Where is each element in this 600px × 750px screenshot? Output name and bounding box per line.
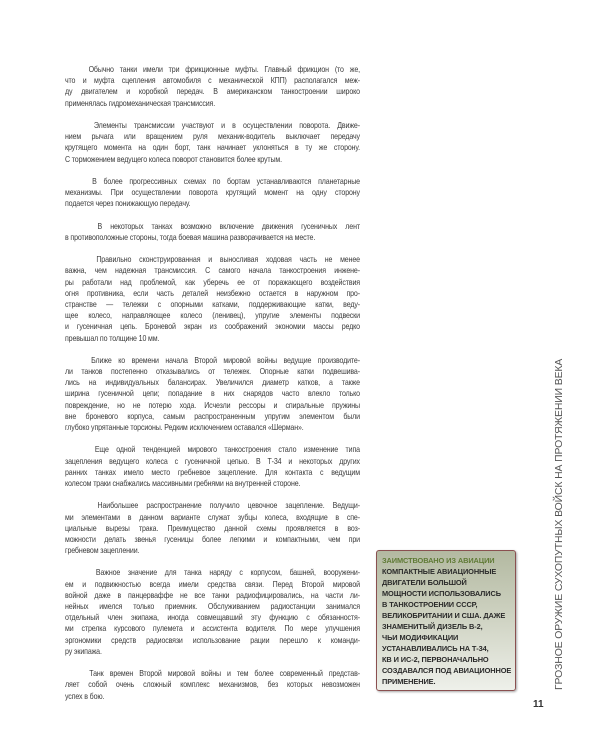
- sidebar-note-line: ПРИМЕНЕНИЕ.: [382, 677, 436, 686]
- text-line: можности делать звенья гусеницы более легкими и компактными, чем при: [65, 534, 360, 544]
- text-line: Ближе ко времени начала Второй мировой войны ведущие производите-: [65, 355, 360, 365]
- text-line: в противоположные стороны, тогда боевая машина разворачивается на месте.: [65, 232, 316, 242]
- text-line: ру экипажа.: [65, 646, 102, 656]
- text-line: повреждение, но не потерю хода. Исчезли рессоры и спиральные пружины: [65, 400, 360, 410]
- text-line: циальные вырезы трака. Преимущество данной схемы проявляется в воз-: [65, 523, 360, 533]
- text-line: зацепления ведущего колеса с гусеничной цепью. В Т-34 и некоторых других: [65, 456, 360, 466]
- text-line: колесом траки снабжались массивными гребнями на внутренней стороне.: [65, 478, 301, 488]
- text-line: ли танков постепенно отказывались от тележек. Опорные катки подвешива-: [65, 367, 360, 377]
- sidebar-note-line: ЗНАМЕНИТЫЙ ДИЗЕЛЬ В-2,: [382, 622, 483, 631]
- text-line: Элементы трансмиссии участвуют и в осуществлении поворота. Движе-: [65, 120, 360, 130]
- text-line: эргономики средств радиосвязи использование рации перешло к команди-: [65, 635, 360, 645]
- text-line: нейных имелся только приемник. Обслуживанием радиостанции занимался: [65, 602, 360, 611]
- text-line: Наибольшее распространение получило цевочное зацепление. Ведущи-: [65, 501, 360, 511]
- paragraph: [65, 500, 360, 556]
- text-line: вне броневого корпуса, самым распространенным упругим элементом были: [65, 411, 360, 421]
- sidebar-note-line: КОМПАКТНЫЕ АВИАЦИОННЫЕ: [382, 567, 497, 576]
- text-line: Важное значение для танка наряду с корпусом, башней, вооружени-: [65, 568, 360, 578]
- text-line: нием рычага или вращением руля механик-водитель выключает передачу: [65, 132, 360, 142]
- body-text-column: [65, 64, 360, 713]
- text-line: механизмы. При осуществлении поворота крутящий момент на одну сторону: [65, 188, 360, 198]
- text-line: Обычно танки имели три фрикционные муфты. Главный фрикцион (то же,: [65, 65, 360, 74]
- text-line: успех в бою.: [65, 691, 105, 701]
- paragraph: [65, 120, 360, 165]
- sidebar-note-line: В ТАНКОСТРОЕНИИ СССР,: [382, 600, 478, 609]
- sidebar-note-body: [382, 566, 510, 687]
- paragraph: [65, 64, 360, 109]
- text-line: ду двигателем и коробкой передач. В американском танкостроении широко: [65, 87, 360, 97]
- paragraph: [65, 668, 360, 702]
- paragraph: [65, 567, 360, 657]
- text-line: ляет собой очень сложный комплекс механизмов, без которых невозможен: [65, 680, 360, 690]
- text-line: важна, чем надежная трансмиссия. С самого начала танкостроения инжене-: [65, 266, 360, 276]
- sidebar-note-box: [376, 550, 516, 691]
- paragraph: [65, 444, 360, 489]
- sidebar-note-line: КВ И ИС-2, ПЕРВОНАЧАЛЬНО: [382, 655, 489, 664]
- paragraph: [65, 176, 360, 210]
- text-line: и гусеничная цепь. Броневой экран из соображений экономии массы редко: [65, 322, 360, 332]
- page-number: 11: [533, 699, 544, 710]
- paragraph: [65, 221, 360, 243]
- text-line: ранних танках имело место гребневое зацепление. Для контакта с ведущим: [65, 467, 360, 477]
- text-line: ем и подвижностью всегда имели средства связи. Перед Второй мировой: [65, 579, 360, 589]
- text-line: превышал по толщине 10 мм.: [65, 333, 160, 343]
- text-line: гребневом зацеплении.: [65, 546, 140, 556]
- text-line: подается через понижающую передачу.: [65, 199, 191, 209]
- running-head: ГРОЗНОЕ ОРУЖИЕ СУХОПУТНЫХ ВОЙСК НА ПРОТЯЖЕНИИ ВЕКА: [554, 358, 565, 690]
- text-line: Танк времен Второй мировой войны и тем более современный представ-: [65, 669, 360, 679]
- text-line: огня противника, если часть деталей неизбежно остается в наружном про-: [65, 288, 360, 298]
- sidebar-note-line: ЧЬИ МОДИФИКАЦИИ: [382, 633, 459, 642]
- sidebar-note-line: ДВИГАТЕЛИ БОЛЬШОЙ: [382, 578, 467, 587]
- text-line: Еще одной тенденцией мирового танкостроения стало изменение типа: [65, 445, 360, 455]
- sidebar-note-title: ЗАИМСТВОВАНО ИЗ АВИАЦИИ: [382, 556, 495, 565]
- text-line: Правильно сконструированная и выносливая ходовая часть не менее: [65, 255, 360, 265]
- paragraph: [65, 254, 360, 344]
- text-line: крутящего момента на один борт, танк начинает уклоняться в ту же сторону.: [65, 143, 360, 153]
- text-line: применялась гидромеханическая трансмиссия.: [65, 98, 216, 108]
- sidebar-note-line: СОЗДАВАЛСЯ ПОД АВИАЦИОННОЕ: [382, 666, 512, 675]
- text-line: ми элементами в данном варианте служат зубцы колеса, входящие в спе-: [65, 512, 360, 522]
- text-line: В некоторых танках возможно включение движения гусеничных лент: [65, 221, 360, 231]
- text-line: щее колесо, направляющее колесо (ленивец), упругие элементы подвески: [65, 311, 360, 321]
- text-line: что и муфта сцепления автомобиля с механической КПП) располагался меж-: [65, 76, 360, 86]
- text-line: войной даже в панцерваффе не все танки радиофицировались, на части ли-: [65, 590, 360, 600]
- text-line: С торможением ведущего колеса поворот становится более крутым.: [65, 154, 282, 164]
- text-line: ры работали над проблемой, как уберечь ее от поражающего воздействия: [65, 277, 360, 287]
- text-line: В более прогрессивных схемах по бортам устанавливаются планетарные: [65, 176, 360, 186]
- text-line: глубоко упрятанные торсионы. Редким исключением оставался «Шерман».: [65, 423, 304, 432]
- text-line: лись на индивидуальных балансирах. Увеличился диаметр катков, а также: [65, 378, 360, 388]
- sidebar-note-line: ВЕЛИКОБРИТАНИИ И США. ДАЖЕ: [382, 611, 506, 620]
- text-line: отдельный член экипажа, иногда совмещавший эту функцию с обязанностя-: [65, 613, 360, 623]
- text-line: странстве — тележки с опорными катками, поддерживающие катки, веду-: [65, 299, 360, 309]
- sidebar-note-line: УСТАНАВЛИВАЛИСЬ НА Т-34,: [382, 644, 489, 653]
- sidebar-note-line: МОЩНОСТИ ИСПОЛЬЗОВАЛИСЬ: [382, 589, 501, 598]
- text-line: ширина гусеничной цепи; попадание в них снарядов часто влекло только: [65, 389, 360, 399]
- paragraph: [65, 355, 360, 433]
- text-line: ми стрелка курсового пулемета и ассистента водителя. По мере улучшения: [65, 624, 360, 634]
